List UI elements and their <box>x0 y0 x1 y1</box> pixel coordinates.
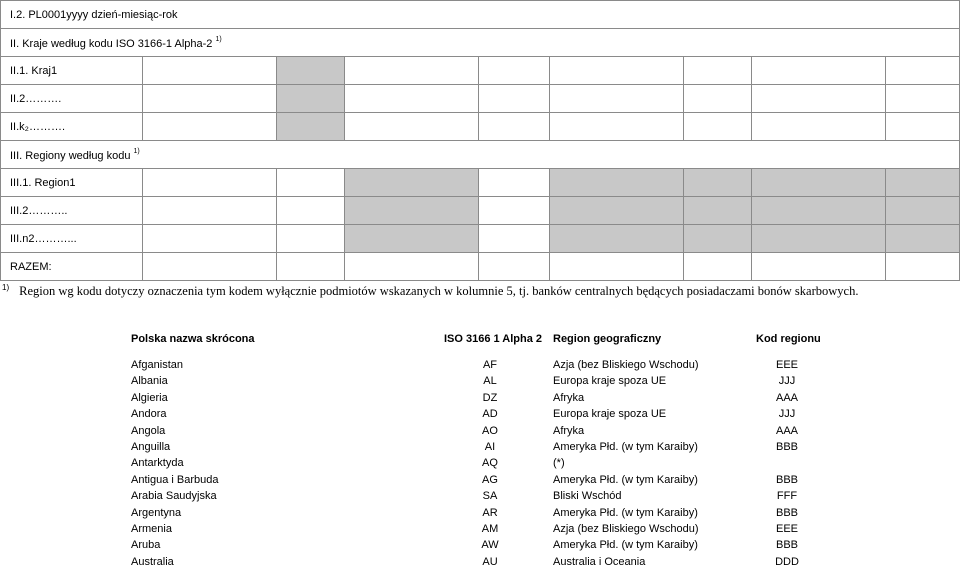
region-name: Ameryka Płd. (w tym Karaiby) <box>553 506 698 519</box>
iso-code: SA <box>482 490 498 503</box>
footnote <box>2 283 858 299</box>
form-row <box>1 169 960 197</box>
form-cell[interactable] <box>752 57 886 85</box>
form-cell[interactable] <box>479 253 550 281</box>
form-cell[interactable] <box>752 169 886 197</box>
form-row <box>1 29 960 57</box>
iso-code: AI <box>484 441 496 453</box>
form-row-label: III.2……….. <box>1 197 143 225</box>
form-row-label: III.n2………... <box>1 225 143 253</box>
form-cell[interactable] <box>277 85 345 113</box>
form-cell[interactable] <box>886 113 960 141</box>
form-cell[interactable] <box>684 197 752 225</box>
region-code: BBB <box>775 539 798 552</box>
country-name: Algieria <box>131 391 168 404</box>
country-name: Armenia <box>131 523 172 535</box>
iso-code: AF <box>482 359 498 371</box>
table-row <box>0 375 960 391</box>
form-cell[interactable] <box>752 253 886 281</box>
form-row <box>1 253 960 281</box>
region-name: Azja (bez Bliskiego Wschodu) <box>553 359 699 371</box>
table-row <box>0 408 960 424</box>
form-cell[interactable] <box>479 113 550 141</box>
form-cell[interactable] <box>479 225 550 253</box>
table-row <box>0 441 960 457</box>
region-code: DDD <box>775 555 799 568</box>
region-code: JJJ <box>778 408 796 421</box>
form-row-label: RAZEM: <box>1 253 143 281</box>
table-row <box>0 556 960 572</box>
form-cell[interactable] <box>550 113 684 141</box>
region-code: AAA <box>775 391 798 404</box>
form-cell[interactable] <box>752 225 886 253</box>
form-cell[interactable] <box>684 57 752 85</box>
country-name: Albania <box>131 375 168 388</box>
region-name: Bliski Wschód <box>553 490 622 503</box>
footnote-text: Region wg kodu dotyczy oznaczenia tym kodem wyłącznie podmiotów wskazanych w kolumnie 5, tj. banków centralnych będących posiadaczami bonów skarbowych. <box>19 284 859 298</box>
form-cell[interactable] <box>143 225 277 253</box>
form-row <box>1 225 960 253</box>
region-code: AAA <box>775 424 798 437</box>
form-cell[interactable] <box>684 85 752 113</box>
region-code: EEE <box>775 523 798 535</box>
iso-code: DZ <box>482 391 498 404</box>
form-row-label: III. Regiony według kodu $^{1)}$ <box>1 141 960 169</box>
iso-code: AD <box>482 408 498 421</box>
header-name: Polska nazwa skrócona <box>131 333 255 345</box>
region-code: JJJ <box>778 375 796 388</box>
form-cell[interactable] <box>684 169 752 197</box>
form-row <box>1 57 960 85</box>
iso-code: AU <box>482 555 498 568</box>
form-cell[interactable] <box>752 85 886 113</box>
form-cell[interactable] <box>345 197 479 225</box>
country-name: Antigua i Barbuda <box>131 473 219 486</box>
form-cell[interactable] <box>143 57 277 85</box>
country-name: Aruba <box>131 539 161 552</box>
region-name: Europa kraje spoza UE <box>553 375 667 388</box>
form-row <box>1 141 960 169</box>
region-code: BBB <box>775 441 798 453</box>
form-cell[interactable] <box>684 113 752 141</box>
form-cell[interactable] <box>277 197 345 225</box>
iso-code: AM <box>481 523 499 535</box>
iso-code: AW <box>481 539 499 552</box>
form-cell[interactable] <box>550 57 684 85</box>
form-cell[interactable] <box>479 197 550 225</box>
form-cell[interactable] <box>886 253 960 281</box>
form-cell[interactable] <box>550 169 684 197</box>
region-name: Australia i Oceania <box>553 555 646 568</box>
form-cell[interactable] <box>886 85 960 113</box>
region-code: BBB <box>775 473 798 486</box>
region-code: EEE <box>775 359 798 371</box>
form-cell[interactable] <box>277 253 345 281</box>
form-cell[interactable] <box>277 169 345 197</box>
region-code: BBB <box>775 506 798 519</box>
form-row <box>1 85 960 113</box>
region-name: (*) <box>553 457 565 470</box>
country-name: Antarktyda <box>131 457 184 470</box>
form-cell[interactable] <box>550 225 684 253</box>
form-cell[interactable] <box>550 85 684 113</box>
form-cell[interactable] <box>345 57 479 85</box>
form-row-label: I.2. PL0001yyyy dzień-miesiąc-rok <box>1 1 960 29</box>
table-row <box>0 425 960 441</box>
region-name: Ameryka Płd. (w tym Karaiby) <box>553 441 698 453</box>
form-row <box>1 1 960 29</box>
header-iso: ISO 3166 1 Alpha 2 <box>444 333 543 345</box>
region-name: Afryka <box>553 424 585 437</box>
form-cell[interactable] <box>277 57 345 85</box>
form-cell[interactable] <box>143 197 277 225</box>
table-row <box>0 474 960 490</box>
country-name: Andora <box>131 408 167 421</box>
form-row-label: II.2………. <box>1 85 143 113</box>
form-table <box>0 0 960 281</box>
form-cell[interactable] <box>345 169 479 197</box>
form-cell[interactable] <box>277 113 345 141</box>
form-cell[interactable] <box>479 57 550 85</box>
footnote-marker: 1) <box>2 283 10 292</box>
form-row <box>1 197 960 225</box>
form-cell[interactable] <box>143 169 277 197</box>
form-cell[interactable] <box>752 197 886 225</box>
form-cell[interactable] <box>143 113 277 141</box>
iso-code: AO <box>482 424 498 437</box>
form-cell[interactable] <box>345 225 479 253</box>
iso-code: AR <box>482 506 498 519</box>
country-name: Anguilla <box>131 441 171 453</box>
country-name: Arabia Saudyjska <box>131 490 217 503</box>
form-cell[interactable] <box>550 253 684 281</box>
form-cell[interactable] <box>886 225 960 253</box>
form-cell[interactable] <box>479 169 550 197</box>
header-region: Region geograficzny <box>553 333 662 345</box>
region-code: FFF <box>776 490 798 503</box>
form-row-label: III.1. Region1 <box>1 169 143 197</box>
iso-code: AL <box>483 375 497 388</box>
form-row-label: II.k₂………. <box>1 113 143 141</box>
form-cell[interactable] <box>143 85 277 113</box>
region-name: Europa kraje spoza UE <box>553 408 667 421</box>
region-name: Azja (bez Bliskiego Wschodu) <box>553 523 699 535</box>
form-cell[interactable] <box>550 197 684 225</box>
form-cell[interactable] <box>345 85 479 113</box>
table-row <box>0 457 960 473</box>
country-name: Australia <box>131 555 174 568</box>
form-row-label: II.1. Kraj1 <box>1 57 143 85</box>
form-cell[interactable] <box>886 169 960 197</box>
iso-code: AG <box>482 473 498 486</box>
table-row <box>0 392 960 408</box>
region-name: Ameryka Płd. (w tym Karaiby) <box>553 539 698 552</box>
form-cell[interactable] <box>886 197 960 225</box>
country-name: Angola <box>131 424 166 437</box>
table-row <box>0 490 960 506</box>
form-cell[interactable] <box>345 253 479 281</box>
table-row <box>0 359 960 375</box>
table-row <box>0 523 960 539</box>
country-name: Afganistan <box>131 359 183 371</box>
header-code: Kod regionu <box>756 333 821 345</box>
form-cell[interactable] <box>345 113 479 141</box>
region-name: Afryka <box>553 391 585 404</box>
table-row <box>0 539 960 555</box>
form-row-label: II. Kraje według kodu ISO 3166-1 Alpha-2 $^{1)}$ <box>1 29 960 57</box>
form-cell[interactable] <box>143 253 277 281</box>
country-name: Argentyna <box>131 506 182 519</box>
form-cell[interactable] <box>684 253 752 281</box>
form-cell[interactable] <box>886 57 960 85</box>
form-cell[interactable] <box>277 225 345 253</box>
region-name: Ameryka Płd. (w tym Karaiby) <box>553 473 698 486</box>
form-cell[interactable] <box>479 85 550 113</box>
iso-code: AQ <box>482 457 498 470</box>
form-cell[interactable] <box>684 225 752 253</box>
form-row <box>1 113 960 141</box>
table-row <box>0 507 960 523</box>
form-cell[interactable] <box>752 113 886 141</box>
